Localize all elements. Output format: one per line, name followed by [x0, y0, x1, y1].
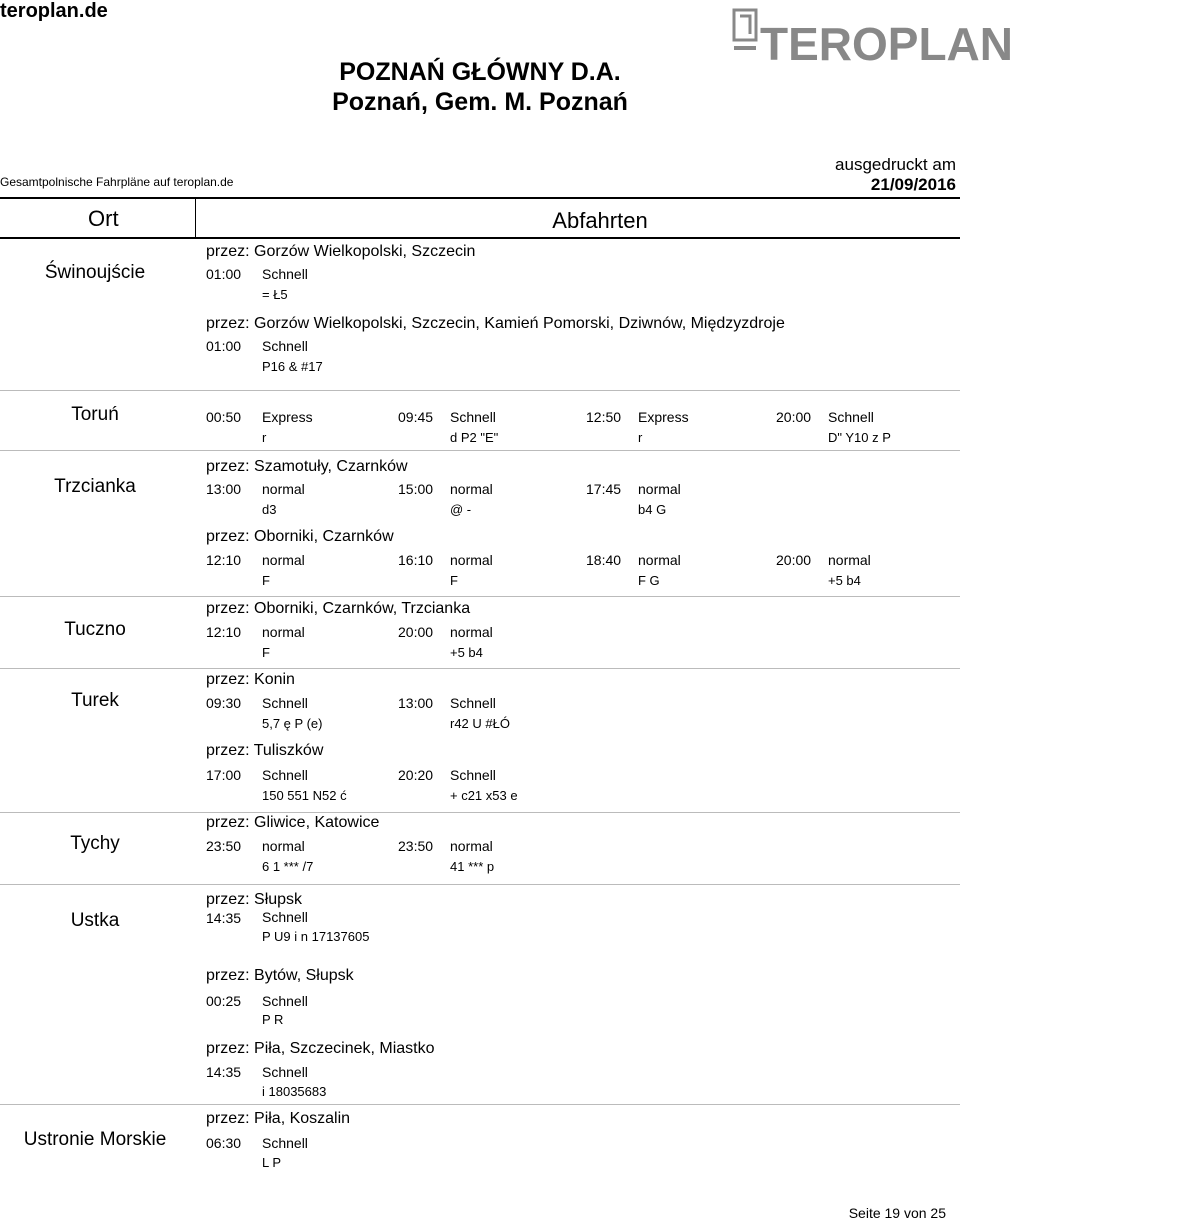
row-separator: [0, 390, 960, 391]
departure-time: 01:00: [206, 266, 242, 282]
train-type: normal: [262, 624, 305, 640]
departure-time: 20:20: [398, 767, 434, 783]
row-separator: [0, 450, 960, 451]
departure-notes: 150 551 N52 ć: [262, 788, 347, 803]
departure-time: 20:00: [398, 624, 434, 640]
train-type: normal: [262, 481, 305, 497]
station-subtitle: Poznań, Gem. M. Poznań: [332, 88, 628, 116]
column-header-abfahrten: Abfahrten: [552, 208, 648, 233]
departure-time: 01:00: [206, 338, 242, 354]
train-type: Schnell: [262, 1135, 308, 1151]
train-type: normal: [262, 838, 305, 854]
train-type: Express: [262, 409, 313, 425]
departure-time: 23:50: [398, 838, 434, 854]
via-line: przez: Szamotuły, Czarnków: [206, 458, 408, 475]
departure-notes: F: [262, 645, 270, 660]
departure-notes: P U9 i n 17137605: [262, 929, 370, 944]
train-type: Schnell: [262, 338, 308, 354]
departure-notes: r: [262, 430, 267, 445]
departure-time: 00:25: [206, 993, 242, 1009]
printed-label: ausgedruckt am: [835, 155, 956, 174]
place-tuczno: Tuczno: [64, 619, 126, 640]
logo-wordmark: TEROPLAN: [760, 18, 1013, 70]
via-line: przez: Piła, Koszalin: [206, 1110, 351, 1127]
via-line: przez: Gorzów Wielkopolski, Szczecin: [206, 243, 476, 260]
train-type: Schnell: [262, 695, 308, 711]
departure-time: 12:10: [206, 624, 242, 640]
train-type: Schnell: [828, 409, 874, 425]
departure-time: 09:30: [206, 695, 242, 711]
train-type: Schnell: [262, 909, 308, 925]
departure-notes: P16 & #17: [262, 359, 323, 374]
via-line: przez: Oborniki, Czarnków: [206, 528, 394, 545]
train-type: normal: [638, 552, 681, 568]
place-trzcianka: Trzcianka: [54, 476, 136, 497]
departure-time: 20:00: [776, 409, 812, 425]
header-top-rule: [0, 197, 960, 199]
departure-notes: L P: [262, 1155, 282, 1170]
via-line: przez: Gorzów Wielkopolski, Szczecin, Kamień Pomorski, Dziwnów, Międzyzdroje: [206, 315, 785, 332]
departure-notes: 5,7 ę P (e): [262, 716, 323, 731]
departure-notes: i 18035683: [262, 1084, 327, 1099]
departure-notes: +5 b4: [828, 573, 861, 588]
train-type: Schnell: [262, 266, 308, 282]
departure-notes: r42 U #ŁÓ: [450, 716, 510, 731]
station-title: POZNAŃ GŁÓWNY D.A.: [339, 58, 621, 86]
printed-date: 21/09/2016: [870, 175, 956, 195]
train-type: Schnell: [450, 409, 496, 425]
departure-time: 23:50: [206, 838, 242, 854]
train-type: normal: [450, 481, 493, 497]
page-number: Seite 19 von 25: [848, 1205, 946, 1221]
via-line: przez: Piła, Szczecinek, Miastko: [206, 1040, 435, 1057]
departure-notes: d3: [262, 502, 277, 517]
departure-notes: 6 1 *** /7: [262, 859, 314, 874]
place-torun: Toruń: [71, 404, 119, 425]
departure-time: 14:35: [206, 910, 242, 926]
departure-time: 00:50: [206, 409, 242, 425]
place-ustka: Ustka: [70, 910, 120, 931]
printed-info: [835, 155, 956, 196]
departure-notes: F: [450, 573, 458, 588]
departure-time: 06:30: [206, 1135, 242, 1151]
departure-notes: 41 *** p: [450, 859, 495, 874]
departure-time: 12:10: [206, 552, 242, 568]
departure-time: 20:00: [776, 552, 812, 568]
site-name: teroplan.de: [0, 0, 108, 22]
train-type: Express: [638, 409, 689, 425]
train-type: normal: [828, 552, 871, 568]
train-type: Schnell: [450, 767, 496, 783]
departure-notes: + c21 x53 e: [450, 788, 518, 803]
departure-time: 09:45: [398, 409, 434, 425]
via-line: przez: Konin: [206, 671, 295, 688]
departure-time: 13:00: [206, 481, 242, 497]
via-line: przez: Oborniki, Czarnków, Trzcianka: [206, 600, 471, 617]
departure-notes: +5 b4: [450, 645, 483, 660]
departure-notes: r: [638, 430, 643, 445]
departure-notes: @ -: [450, 502, 472, 517]
via-line: przez: Gliwice, Katowice: [206, 814, 380, 831]
place-turek: Turek: [71, 690, 119, 711]
row-separator: [0, 884, 960, 885]
subtitle: Gesamtpolnische Fahrpläne auf teroplan.de: [0, 175, 234, 189]
place-swinoujscie: Świnoujście: [44, 262, 146, 283]
departure-notes: = Ł5: [262, 287, 288, 302]
train-type: normal: [450, 552, 493, 568]
train-type: normal: [450, 838, 493, 854]
departure-time: 18:40: [586, 552, 622, 568]
departure-notes: D" Y10 z P: [828, 430, 891, 445]
departure-time: 14:35: [206, 1064, 242, 1080]
via-line: przez: Słupsk: [206, 891, 303, 908]
departure-time: 17:45: [586, 481, 622, 497]
via-line: przez: Tuliszków: [206, 742, 324, 759]
via-line: przez: Bytów, Słupsk: [206, 967, 354, 984]
departure-notes: b4 G: [638, 502, 667, 517]
train-type: normal: [450, 624, 493, 640]
departure-time: 13:00: [398, 695, 434, 711]
row-separator: [0, 812, 960, 813]
place-ustronie-morskie: Ustronie Morskie: [23, 1129, 167, 1150]
departure-time: 15:00: [398, 481, 434, 497]
row-separator: [0, 596, 960, 597]
place-tychy: Tychy: [70, 833, 120, 854]
departure-notes: d P2 "E": [450, 430, 499, 445]
header-bottom-rule: [0, 237, 960, 239]
train-type: Schnell: [450, 695, 496, 711]
departure-notes: P R: [262, 1012, 284, 1027]
train-type: normal: [638, 481, 681, 497]
departure-time: 17:00: [206, 767, 242, 783]
departure-time: 12:50: [586, 409, 622, 425]
departure-time: 16:10: [398, 552, 434, 568]
train-type: Schnell: [262, 767, 308, 783]
departure-notes: F G: [638, 573, 660, 588]
train-type: normal: [262, 552, 305, 568]
departure-notes: F: [262, 573, 270, 588]
row-separator: [0, 668, 960, 669]
train-type: Schnell: [262, 1064, 308, 1080]
train-type: Schnell: [262, 993, 308, 1009]
row-separator: [0, 1104, 960, 1105]
column-header-ort: Ort: [88, 206, 119, 231]
